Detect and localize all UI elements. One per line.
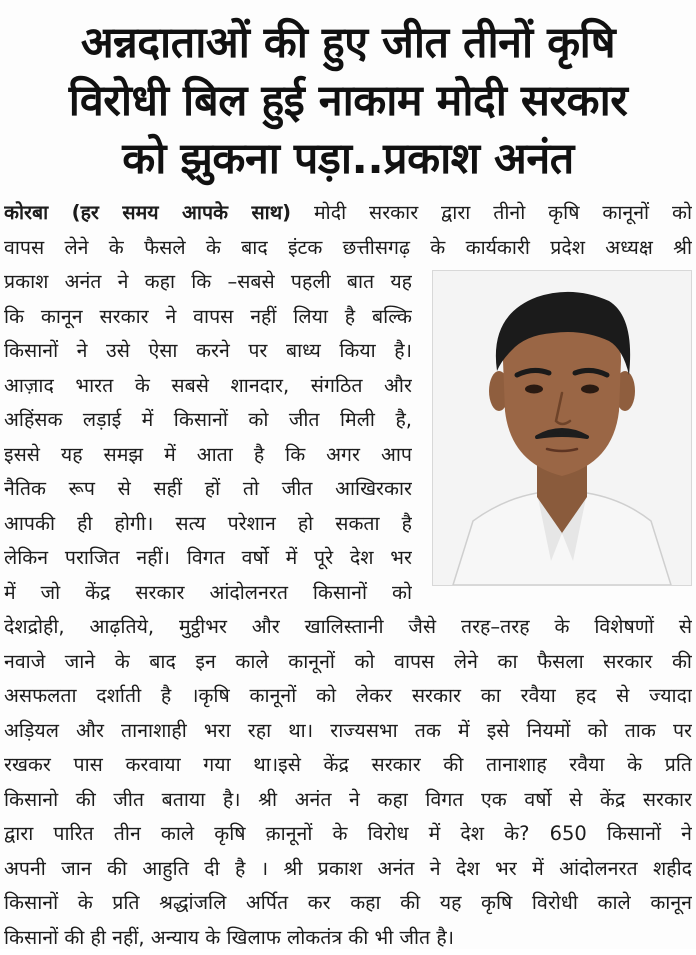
article-line-13: देशद्रोही, आढ़तिये, मुट्ठीभर और खालिस्तानी जैसे तरह–तरह के विशेषणों से [4,610,692,645]
article-line-22: किसानों की ही नहीं, अन्याय के खिलाफ लोकतंत्र की भी जीत है। [4,921,692,955]
article-line-15: असफलता दर्शाती है ।कृषि कानूनों को लेकर सरकार का रवैया हद से ज्यादा [4,679,692,714]
article-line-7: अहिंसक लड़ाई में किसानों को जीत मिली है, [4,403,412,438]
dateline: कोरबा (हर समय आपके साथ) [4,201,291,224]
article-line-3: प्रकाश अनंत ने कहा कि –सबसे पहली बात यह [4,265,412,300]
article-line-10: आपकी ही होगी। सत्य परेशान हो सकता है [4,507,412,542]
article-line-21: किसानों के प्रति श्रद्धांजलि अर्पित कर कहा की यह कृषि विरोधी काले कानून [4,886,692,921]
headline-line-3: को झुकना पड़ा..प्रकाश अनंत [8,130,688,188]
article-line-11: लेकिन पराजित नहीं। विगत वर्षो में पूरे देश भर [4,541,412,576]
article-line-18: किसानो की जीत बताया है। श्री अनंत ने कहा विगत एक वर्षो से केंद्र सरकार [4,783,692,818]
article-line-1-text: मोदी सरकार द्वारा तीनो कृषि कानूनों को [291,201,692,224]
article-line-4: कि कानून सरकार ने वापस नहीं लिया है बल्कि [4,300,412,335]
headline-line-1: अन्नदाताओं की हुए जीत तीनों कृषि [8,14,688,72]
portrait-photo [432,270,692,586]
article-line-1 [4,196,692,231]
article-line-6: आज़ाद भारत के सबसे शानदार, संगठित और [4,369,412,404]
article-line-16: अड़ियल और तानाशाही भरा रहा था। राज्यसभा तक में इसे नियमों को ताक पर [4,714,692,749]
article-line-5: किसानों ने उसे ऐसा करने पर बाध्य किया है। [4,334,412,369]
person-portrait-icon [433,271,691,585]
article-line-9: नैतिक रूप से सहीं हों तो जीत आखिरकार [4,472,412,507]
article-line-14: नवाजे जाने के बाद इन काले कानूनों को वापस लेने का फैसला सरकार की [4,645,692,680]
headline-line-2: विरोधी बिल हुई नाकाम मोदी सरकार [8,72,688,130]
article-line-2: वापस लेने के फैसले के बाद इंटक छत्तीसगढ़ के कार्यकारी प्रदेश अध्यक्ष श्री [4,231,692,266]
headline [8,14,688,188]
article-line-19: द्वारा पारित तीन काले कृषि क़ानूनों के विरोध में देश के? 650 किसानों ने [4,817,692,852]
article-line-20: अपनी जान की आहुति दी है । श्री प्रकाश अनंत ने देश भर में आंदोलनरत शहीद [4,852,692,887]
article-line-12: में जो केंद्र सरकार आंदोलनरत किसानों को [4,576,412,611]
article-line-17: रखकर पास करवाया गया था।इसे केंद्र सरकार की तानाशाह रवैया के प्रति [4,748,692,783]
article-line-8: इससे यह समझ में आता है कि अगर आप [4,438,412,473]
